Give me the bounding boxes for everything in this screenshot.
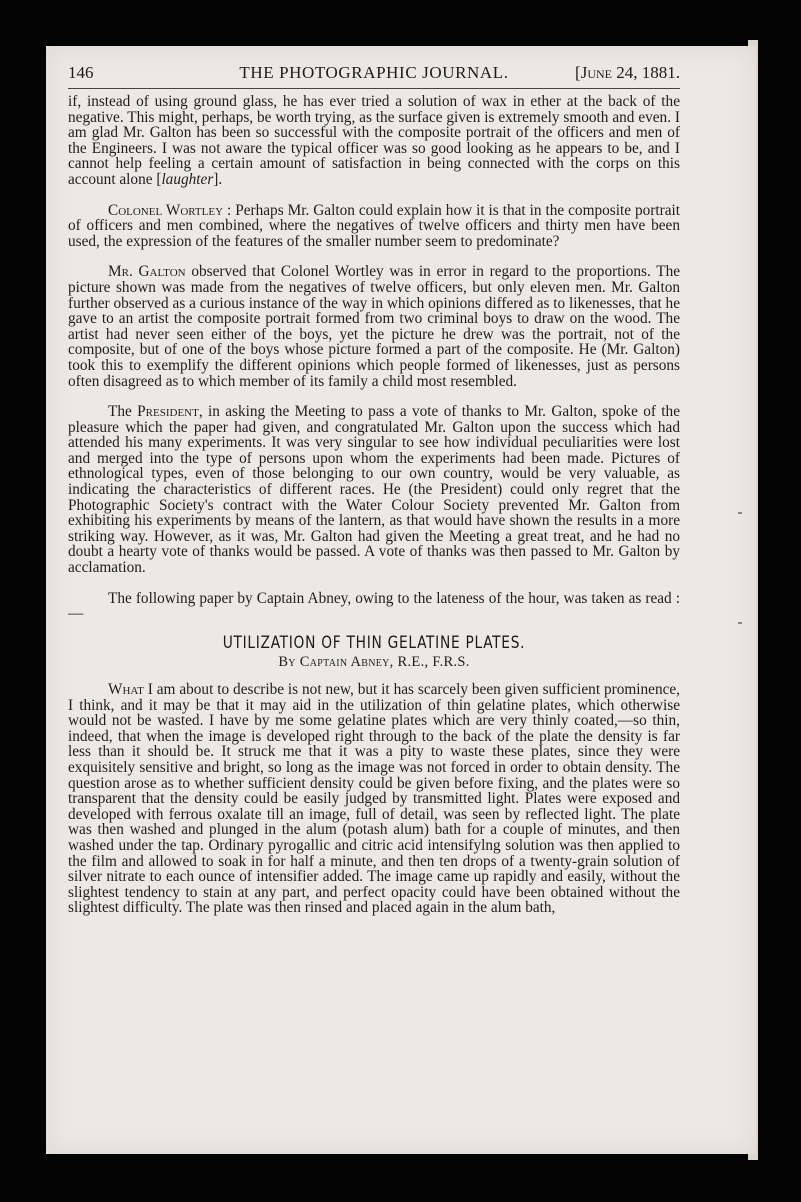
lead-word: What: [108, 681, 144, 698]
article-paragraph: What I am about to describe is not new, but it has scarcely been given sufficient prominence, I think, and it may be that it may aid in the utilization of thin gelatine plates, which otherwise would not be wasted. I have by me some gelatine plates which are very thinly coated,—so thin, indeed, that when the image is developed right through to the back of the plate the density is far less than it should be. It struck me that it was a pity to waste these plates, since they were exquisitely sensitive and bright, so long as the image was not forced in order to obtain density. The question arose as to whether sufficient density could be given before fixing, and the plates were so transparent that the density could be easily judged by transmitted light. Plates were exposed and developed with ferrous oxalate till an image, full of detail, was seen by reflected light. The plate was then washed and plunged in the alum (potash alum) bath for a couple of minutes, and then washed under the tap. Ordinary pyrogallic and citric acid intensifylng solution was then applied to the film and allowed to soak in for half a minute, and then ten drops of a twenty-grain solution of silver nitrate to each ounce of intensifier added. The image came up rapidly and easily, without the slightest tendency to stain at any part, and perfect opacity could have been obtained without the slightest difficulty. The plate was then rinsed and placed again in the alum bath,: [68, 681, 681, 917]
paragraph-2: Colonel Wortley : Perhaps Mr. Galton could explain how it is that in the composite portrait of officers and men combined, where the negatives of twelve officers and thirty men have been used, the expression of the features of the smaller number seem to predominate?: [68, 201, 680, 250]
article-byline: By Captain Abney, R.E., F.R.S.: [278, 654, 470, 671]
page-number: 146: [68, 63, 94, 82]
speaker-president: President: [137, 403, 199, 421]
running-header: [68, 63, 680, 85]
article-title: UTILIZATION OF THIN GELATINE PLATES.: [222, 632, 526, 653]
issue-date: [June 24, 1881.: [575, 63, 680, 82]
header-rule: [68, 88, 680, 89]
page-body: [68, 94, 680, 931]
laughter-note: laughter: [161, 170, 214, 188]
paragraph-1: if, instead of using ground glass, he has ever tried a solution of wax in ether at the back of the negative. This might, perhaps, be worth trying, as the surface given is extremely smooth and even. I am glad Mr. Galton has been so successful with the composite portrait of the officers and men of the Engineers. I was not aware the typical officer was so good looking as he appears to be, and I cannot help feeling a certain amount of satisfaction in being connected with the corps on this account alone [laughter].: [68, 93, 680, 188]
page-speck: [738, 622, 742, 624]
paragraph-4: The President, in asking the Meeting to pass a vote of thanks to Mr. Galton, spoke of the pleasure which the paper had given, and congratulated Mr. Galton upon the success which had attended his many experiments. It was very singular to see how individual peculiarities were lost and merged into the type of persons upon whom the experiments had been made. Pictures of ethnological types, even of those belonging to our own country, would be very valuable, as indicating the characteristics of different races. He (the President) could only regret that the Photographic Society's contract with the Water Colour Society prevented Mr. Galton from exhibiting his experiments by means of the lantern, as that would have shown the results in a more striking way. However, as it was, Mr. Galton had given the Meeting a great treat, and he had no doubt a hearty vote of thanks would be passed. A vote of thanks was then passed to Mr. Galton by acclamation.: [68, 403, 680, 577]
paragraph-3: Mr. Galton observed that Colonel Wortley was in error in regard to the proportions. The picture shown was made from the negatives of twelve officers, but only eleven men. Mr. Galton further observed as a curious instance of the way in which opinions differed as to likenesses, that he gave to an artist the composite portrait formed from two criminal boys to draw on the wood. The artist had never seen either of the boys, yet the picture he drew was the portrait, not of the composite, but of one of the boys whose picture formed a part of the composite. He (Mr. Galton) took this to exemplify the different opinions which people formed of likenesses, just as persons often disagreed as to which member of its family a child most resembled.: [68, 263, 681, 390]
speaker-wortley: Colonel Wortley: [108, 201, 224, 219]
page-speck: [738, 512, 742, 514]
paragraph-5: The following paper by Captain Abney, owing to the lateness of the hour, was taken as read :—: [68, 589, 680, 623]
speaker-galton: Mr. Galton: [108, 263, 186, 281]
journal-title: THE PHOTOGRAPHIC JOURNAL.: [239, 63, 509, 82]
